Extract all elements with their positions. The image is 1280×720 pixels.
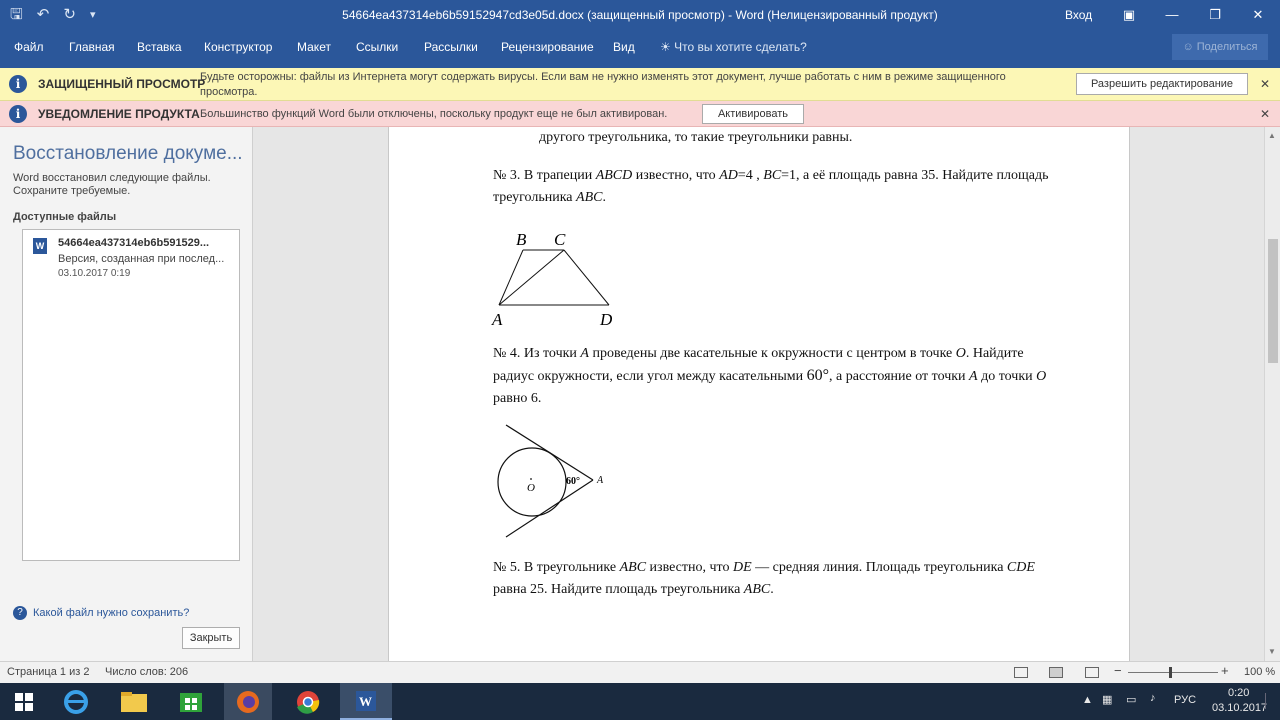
- label-b: B: [516, 230, 527, 249]
- store-icon[interactable]: [167, 683, 215, 720]
- status-bar: [0, 661, 1280, 683]
- word-taskbar-icon[interactable]: [340, 683, 392, 720]
- product-notice-message: Большинство функций Word были отключены, поскольку продукт еще не был активирован.: [200, 108, 668, 120]
- share-button[interactable]: ☺ Поделиться: [1172, 34, 1268, 60]
- window-title: 54664ea437314eb6b59152947cd3e05d.docx (защищенный просмотр) - Word (Нелицензированный продукт): [342, 8, 938, 22]
- svg-text:W: W: [359, 694, 372, 709]
- show-hidden-icons[interactable]: ▲: [1082, 694, 1093, 706]
- file-date: 03.10.2017 0:19: [58, 268, 131, 279]
- trapezoid-figure: [489, 225, 629, 329]
- zoom-out-button[interactable]: −: [1114, 663, 1122, 678]
- label-d: D: [600, 310, 613, 329]
- read-mode-icon[interactable]: [1014, 667, 1028, 678]
- protected-view-bar: [0, 68, 1280, 101]
- language-indicator[interactable]: РУС: [1174, 694, 1197, 706]
- zoom-slider[interactable]: [1128, 672, 1218, 673]
- word-file-icon: W: [33, 238, 47, 254]
- which-file-help-link[interactable]: ? Какой файл нужно сохранить?: [13, 606, 189, 620]
- clock-date[interactable]: 03.10.2017: [1212, 702, 1268, 714]
- question-icon: ?: [13, 606, 27, 620]
- angle-label: 60°: [566, 476, 580, 487]
- close-bar-icon[interactable]: ✕: [1260, 107, 1271, 121]
- problem-3: № 3. В трапеции ABCD известно, что AD=4 , BC=1, а её площадь равна 35. Найдите площадь треугольника ABC.: [493, 168, 1049, 205]
- tab-insert[interactable]: Вставка: [137, 40, 182, 54]
- volume-icon[interactable]: ♪: [1150, 692, 1156, 704]
- document-area: [254, 127, 1264, 661]
- recovered-file-item[interactable]: [29, 234, 234, 282]
- tab-layout[interactable]: Макет: [297, 40, 331, 54]
- minimize-icon[interactable]: —: [1165, 7, 1179, 22]
- shield-info-icon: i: [9, 75, 27, 93]
- document-recovery-pane: [0, 127, 253, 661]
- shield-info-icon: i: [9, 105, 27, 123]
- circle-tangents-figure: [489, 421, 619, 543]
- tab-home[interactable]: Главная: [69, 40, 115, 54]
- customize-qat-icon[interactable]: ▾: [89, 9, 96, 21]
- protected-view-title: ЗАЩИЩЕННЫЙ ПРОСМОТР: [38, 77, 206, 91]
- print-layout-icon[interactable]: [1049, 667, 1063, 678]
- notifications-icon[interactable]: [1265, 693, 1273, 709]
- restore-icon[interactable]: ❐: [1209, 7, 1221, 22]
- scroll-up-icon[interactable]: ▲: [1268, 131, 1276, 140]
- start-button[interactable]: [0, 683, 48, 720]
- enable-editing-button[interactable]: Разрешить редактирование: [1076, 73, 1248, 95]
- network-icon[interactable]: ▦: [1102, 694, 1113, 706]
- zoom-slider-thumb[interactable]: [1169, 667, 1172, 678]
- activate-button[interactable]: Активировать: [702, 104, 804, 124]
- ribbon-display-options-icon[interactable]: ▣: [1122, 7, 1136, 22]
- text-fragment: другого треугольника, то такие треугольники равны.: [539, 130, 853, 145]
- internet-explorer-icon[interactable]: [52, 683, 100, 720]
- word-count[interactable]: Число слов: 206: [105, 666, 189, 678]
- recovered-files-list: [22, 229, 240, 561]
- label-a: A: [492, 310, 503, 329]
- tab-design[interactable]: Конструктор: [204, 40, 273, 54]
- close-bar-icon[interactable]: ✕: [1260, 77, 1271, 91]
- tell-me-search[interactable]: ☀ Что вы хотите сделать?: [660, 40, 807, 54]
- label-a: A: [597, 475, 604, 486]
- recovery-title: Восстановление докуме...: [13, 143, 243, 164]
- file-name: 54664ea437314eb6b591529...: [58, 237, 210, 249]
- tab-mailings[interactable]: Рассылки: [424, 40, 478, 54]
- ribbon-tabs: [0, 32, 1280, 68]
- file-version: Версия, созданная при послед...: [58, 253, 225, 265]
- title-bar: [0, 0, 1280, 32]
- save-icon[interactable]: 🖫: [10, 6, 23, 23]
- tab-file[interactable]: Файл: [14, 40, 44, 54]
- problem-5: № 5. В треугольнике ABC известно, что DE — средняя линия. Площадь треугольника CDE равна 25. Найдите площадь треугольника ABC.: [493, 560, 1035, 597]
- available-files-heading: Доступные файлы: [13, 211, 117, 223]
- zoom-in-button[interactable]: +: [1221, 663, 1229, 678]
- scroll-thumb[interactable]: [1268, 239, 1278, 363]
- product-notice-bar: [0, 101, 1280, 127]
- chrome-icon[interactable]: [282, 683, 330, 720]
- document-page[interactable]: [388, 127, 1130, 661]
- battery-icon[interactable]: ▭: [1126, 694, 1137, 706]
- redo-icon[interactable]: ↻: [63, 6, 76, 23]
- windows-logo-icon: [0, 683, 48, 720]
- sign-in-link[interactable]: Вход: [1065, 8, 1093, 22]
- clock-time[interactable]: 0:20: [1228, 687, 1250, 699]
- label-c: C: [554, 230, 566, 249]
- vertical-scrollbar[interactable]: [1264, 127, 1280, 661]
- tab-view[interactable]: Вид: [613, 40, 635, 54]
- firefox-icon[interactable]: [224, 683, 272, 720]
- zoom-level[interactable]: 100 %: [1244, 666, 1276, 678]
- lightbulb-icon: ☀: [660, 40, 671, 54]
- protected-view-message: Будьте осторожны: файлы из Интернета могут содержать вирусы. Если вам не нужно изменять этот документ, лучше работать с ним в режиме защищенного просмотра.: [200, 71, 1006, 98]
- page-count[interactable]: Страница 1 из 2: [7, 666, 90, 678]
- close-window-icon[interactable]: ✕: [1252, 7, 1264, 22]
- close-pane-button[interactable]: Закрыть: [182, 627, 240, 649]
- product-notice-title: УВЕДОМЛЕНИЕ ПРОДУКТА: [38, 107, 200, 121]
- label-o: O: [527, 482, 535, 494]
- web-layout-icon[interactable]: [1085, 667, 1099, 678]
- person-icon: ☺: [1182, 41, 1194, 53]
- undo-icon[interactable]: ↶: [36, 6, 50, 23]
- recovery-description: Word восстановил следующие файлы. Сохраните требуемые.: [13, 172, 211, 197]
- scroll-down-icon[interactable]: ▼: [1268, 647, 1276, 656]
- file-explorer-icon[interactable]: [110, 683, 158, 720]
- tab-references[interactable]: Ссылки: [356, 40, 399, 54]
- quick-access-toolbar: [10, 6, 95, 24]
- windows-taskbar: [0, 683, 1280, 720]
- problem-4: № 4. Из точки A проведены две касательные к окружности с центром в точке O. Найдите радиус окружности, если угол между касательными 60°, а расстояние от точки A до точки O равно 6.: [493, 346, 1047, 406]
- tab-review[interactable]: Рецензирование: [501, 40, 594, 54]
